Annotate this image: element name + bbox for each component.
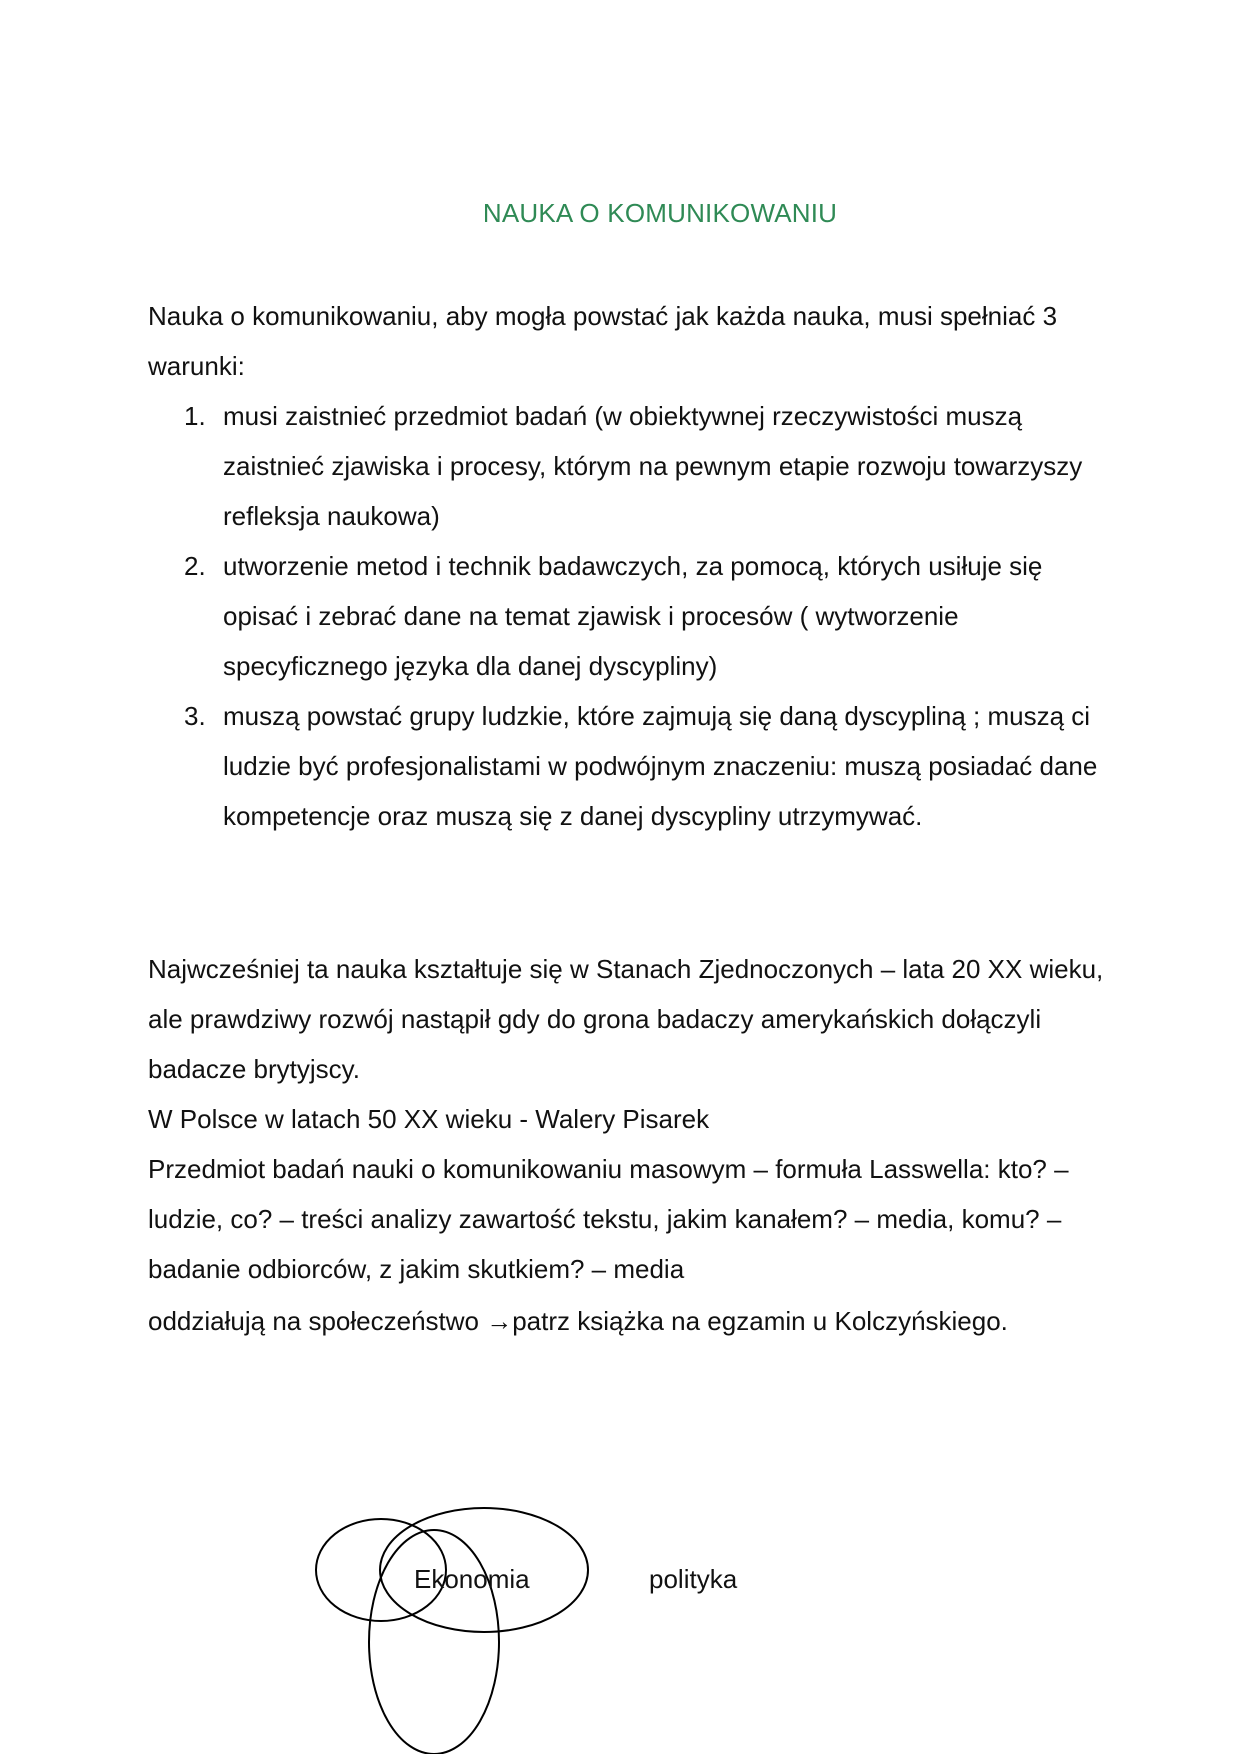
list-item: [148, 391, 1108, 541]
arrow-icon: →: [486, 1306, 513, 1336]
list-number: 2.: [184, 551, 206, 581]
lasswell-paragraph: Przedmiot badań nauki o komunikowaniu masowym – formuła Lasswella: kto? – ludzie, co? – treści analizy zawartość tekstu, jakim kanałem? – media, komu? – badanie odbiorców, z jakim skutkiem? – media: [148, 1154, 1069, 1284]
book-reference: patrz książka na egzamin u Kolczyńskiego.: [512, 1306, 1008, 1336]
list-item: [148, 541, 1108, 691]
venn-diagram: [300, 1490, 800, 1754]
label-right: polityka: [649, 1564, 738, 1594]
list-number: 3.: [184, 701, 206, 731]
effects-line: [148, 1294, 1128, 1348]
label-left: Ekonomia: [414, 1564, 530, 1594]
poland-paragraph: W Polsce w latach 50 XX wieku - Walery Pisarek: [148, 1104, 710, 1134]
conditions-list: [148, 391, 1108, 841]
list-item-text: utworzenie metod i technik badawczych, za pomocą, których usiłuje się opisać i zebrać dane na temat zjawisk i procesów ( wytworzenie specyficznego języka dla danej dyscypliny): [223, 551, 1043, 681]
document-title: NAUKA O KOMUNIKOWANIU: [482, 198, 838, 228]
intro-paragraph: Nauka o komunikowaniu, aby mogła powstać jak każda nauka, musi spełniać 3 warunki:: [148, 301, 1058, 381]
history-section: [148, 944, 1128, 1348]
history-paragraph: Najwcześniej ta nauka kształtuje się w Stanach Zjednoczonych – lata 20 XX wieku, ale prawdziwy rozwój nastąpił gdy do grona badaczy amerykańskich dołączyli badacze brytyjscy.: [148, 954, 1104, 1084]
list-item-text: muszą powstać grupy ludzkie, które zajmują się daną dyscypliną ; muszą ci ludzie być profesjonalistami w podwójnym znaczeniu: muszą posiadać dane kompetencje oraz muszą się z danej dyscypliny utrzymywać.: [223, 701, 1098, 831]
effects-text: oddziałują na społeczeństwo: [148, 1306, 487, 1336]
list-number: 1.: [184, 401, 206, 431]
list-item-text: musi zaistnieć przedmiot badań (w obiektywnej rzeczywistości muszą zaistnieć zjawiska i procesy, którym na pewnym etapie rozwoju towarzyszy refleksja naukowa): [223, 401, 1083, 531]
list-item: [148, 691, 1108, 841]
